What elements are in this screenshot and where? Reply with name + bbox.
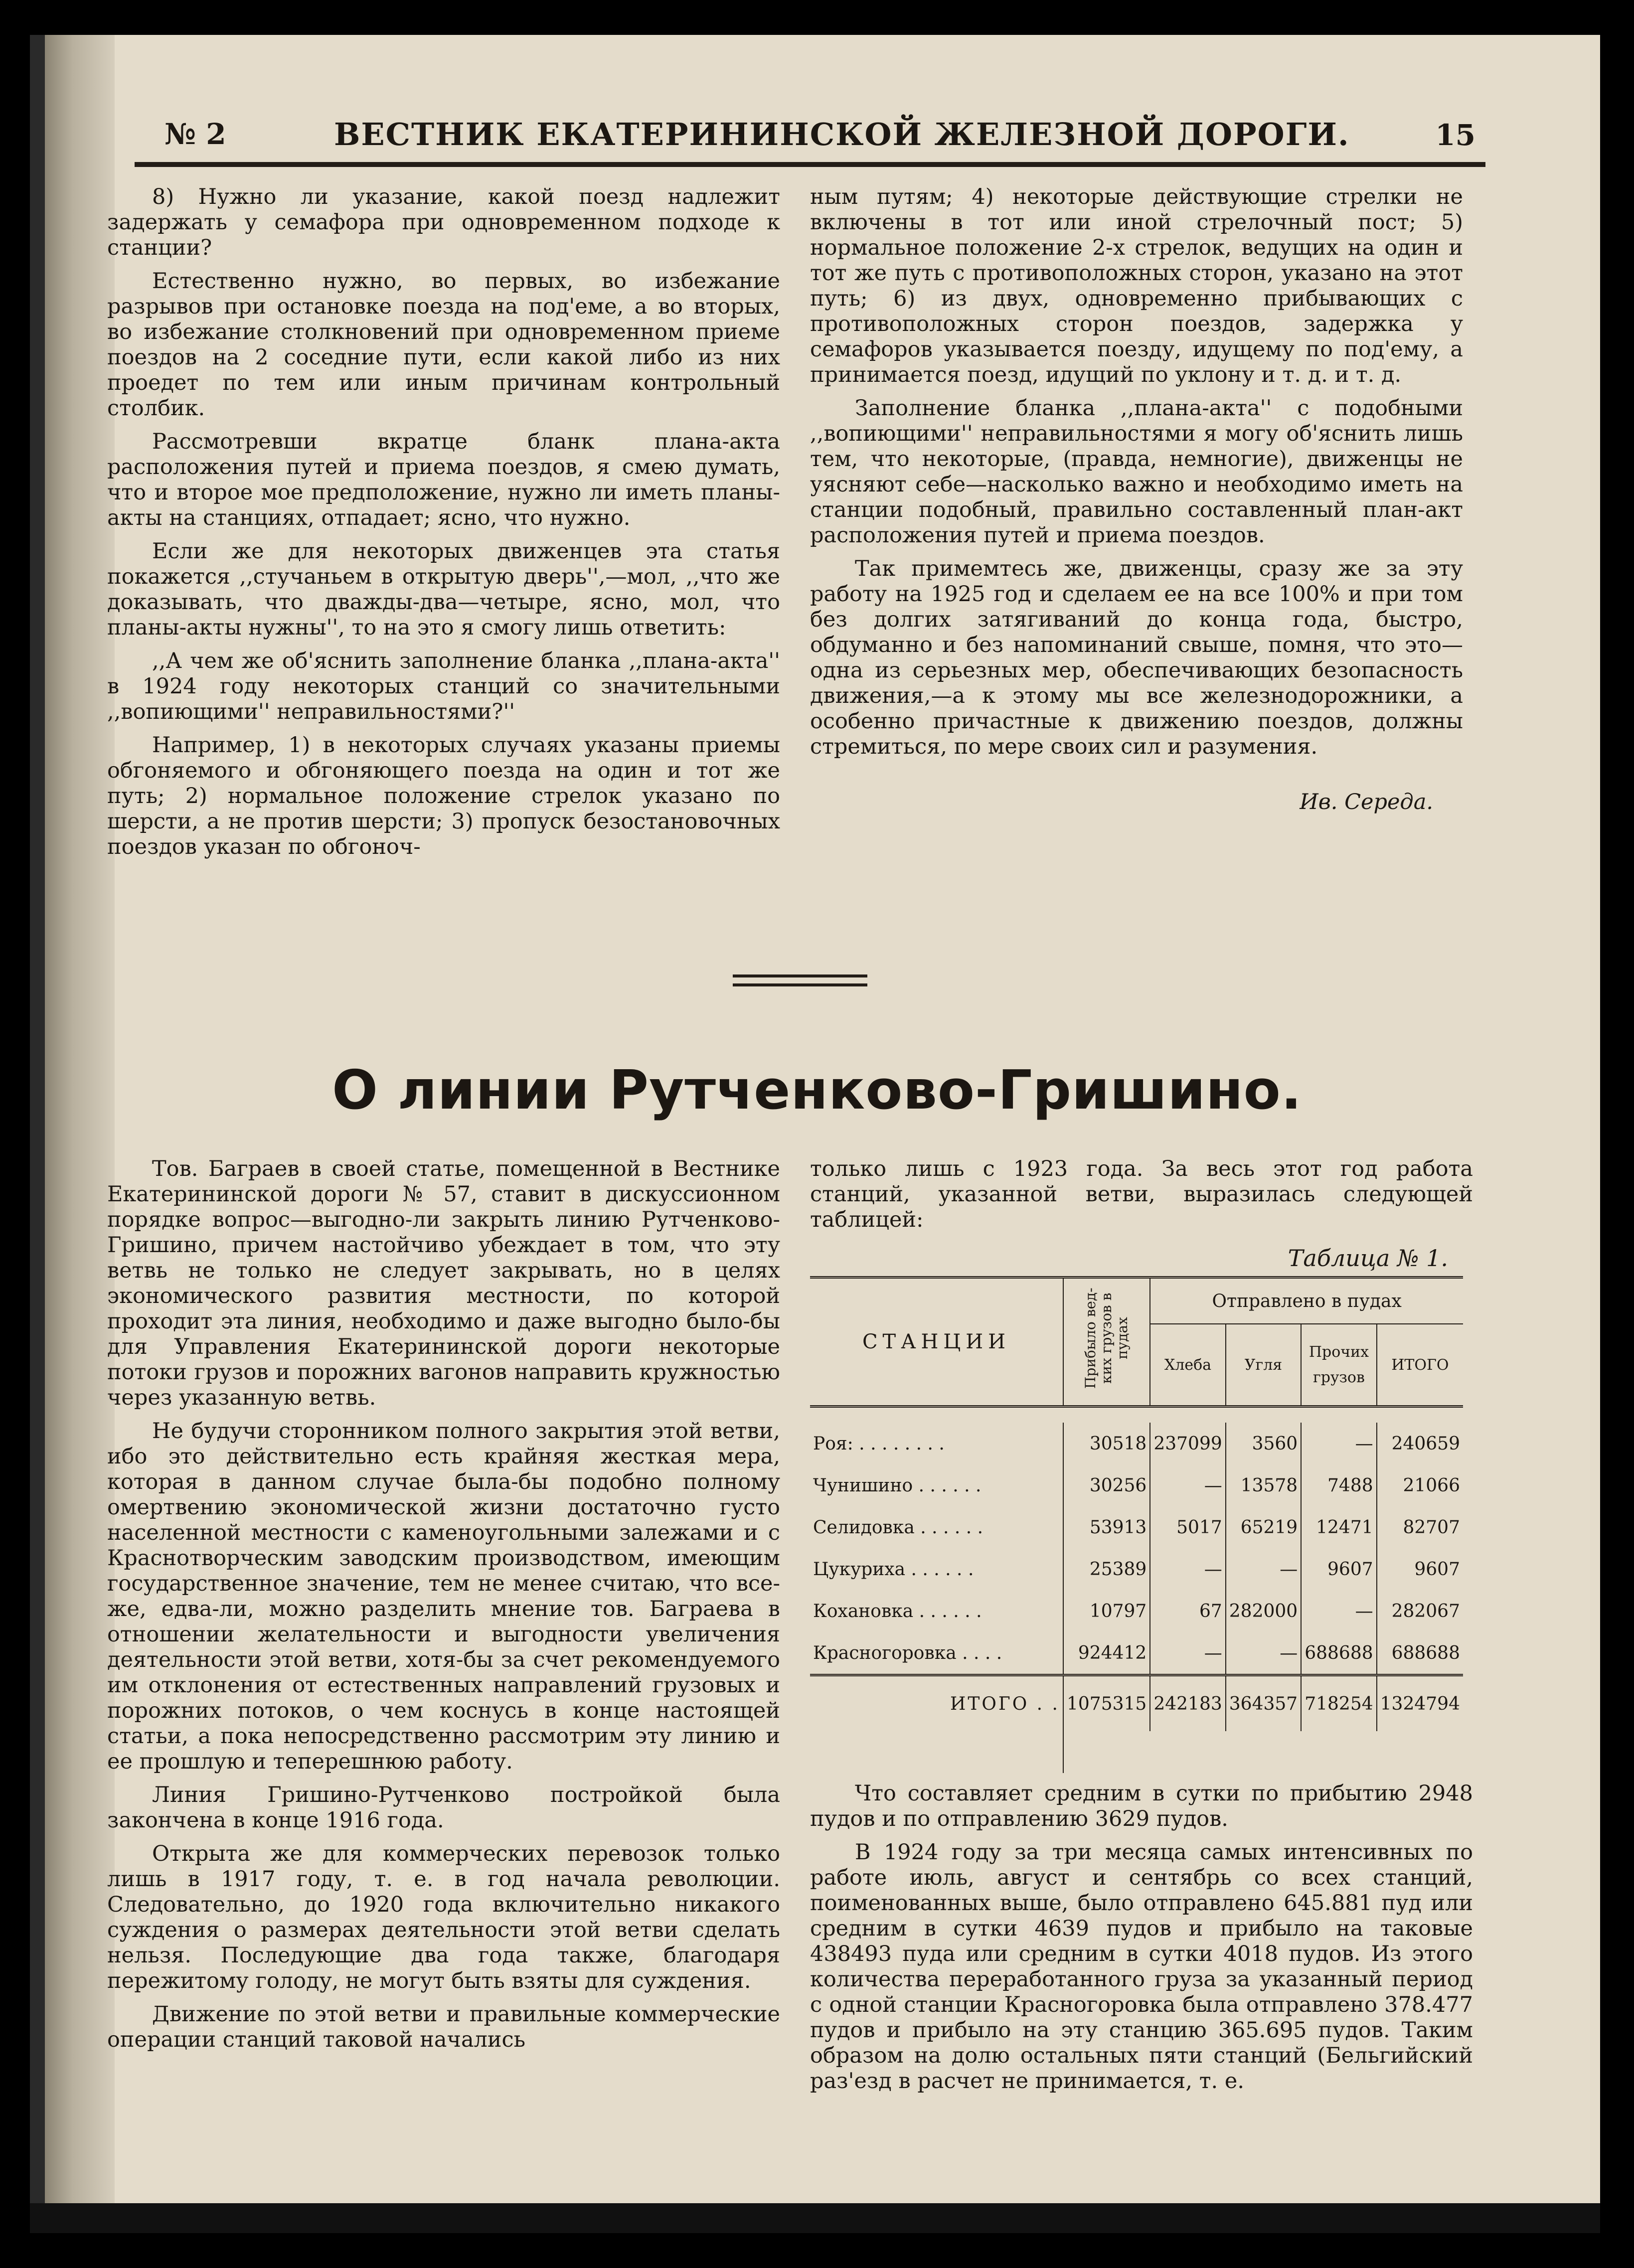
cell-other: 12471 bbox=[1301, 1506, 1376, 1548]
cell-arrived: 1075315 bbox=[1063, 1675, 1150, 1732]
paragraph: Естественно нужно, во первых, во избежание разрывов при остановке поезда на под'еме, а во вторых, во избежание столкновений при одновременном приеме поездов на 2 соседние пути, если какой либо из них проедет по тем или иным причинам контрольный столбик. bbox=[107, 269, 780, 421]
cell-other: — bbox=[1301, 1423, 1376, 1464]
cell-total: 21066 bbox=[1377, 1464, 1463, 1506]
cell-coal: 364357 bbox=[1226, 1675, 1301, 1732]
cell-arrived: 25389 bbox=[1063, 1548, 1150, 1590]
cell-other: 718254 bbox=[1301, 1675, 1376, 1732]
author-signature: Ив. Середа. bbox=[1300, 790, 1433, 814]
station-name: Красногоровка . . . . bbox=[813, 1642, 1002, 1663]
cell-total: 688688 bbox=[1377, 1632, 1463, 1675]
page-number: 15 bbox=[1435, 118, 1475, 152]
paragraph: Если же для некоторых движенцев эта статья покажется ,,стучаньем в открытую дверь'',—мол, ,,что же доказывать, что дважды-два—четыре, ясно, мол, что планы-акты нужны'', то на это я смогу лишь ответить: bbox=[107, 539, 780, 640]
top-left-column bbox=[107, 184, 780, 868]
paragraph: только лишь с 1923 года. За весь этот год работа станций, указанной ветви, выразилась следующей таблицей: bbox=[810, 1156, 1473, 1232]
paragraph: Заполнение бланка ,,плана-акта'' с подобными ,,вопиющими'' неправильностями я могу об'яснить лишь тем, что некоторые, (правда, немногие), движенцы не уясняют себе—насколько важно и необходимо иметь на станции подобный, правильно составленный план-акт расположения путей и приема поездов. bbox=[810, 396, 1463, 548]
col-header-total: ИТОГО bbox=[1377, 1324, 1463, 1407]
col-header-sent-group: Отправлено в пудах bbox=[1150, 1278, 1463, 1324]
paragraph: Рассмотревши вкратце бланк плана-акта расположения путей и приема поездов, я смею думать, что и второе мое предположение, нужно ли иметь планы-акты на станциях, отпадает; ясно, что нужно. bbox=[107, 429, 780, 530]
table-row bbox=[810, 1506, 1463, 1548]
journal-title: ВЕСТНИК ЕКАТЕРИНИНСКОЙ ЖЕЛЕЗНОЙ ДОРОГИ. bbox=[334, 116, 1350, 153]
header-rule bbox=[135, 162, 1485, 167]
table-row bbox=[810, 1423, 1463, 1464]
cell-bread: 237099 bbox=[1150, 1423, 1225, 1464]
paragraph: Так примемтесь же, движенцы, сразу же за эту работу на 1925 год и сделаем ее на все 100% и при том без долгих затягиваний до конца года, быстро, обдуманно и без напоминаний свыше, помня, что это—одна из серьезных мер, обеспечивающих безопасность движения,—а к этому мы все железнодорожники, а особенно причастные к движению поездов, должны стремиться, по мере своих сил и разумения. bbox=[810, 556, 1463, 759]
cell-other: — bbox=[1301, 1590, 1376, 1632]
station-name: Селидовка . . . . . . bbox=[813, 1517, 983, 1538]
cell-total: 9607 bbox=[1377, 1548, 1463, 1590]
cell-coal: 3560 bbox=[1226, 1423, 1301, 1464]
issue-number: № 2 bbox=[164, 117, 226, 151]
table-row bbox=[810, 1548, 1463, 1590]
cell-bread: 67 bbox=[1150, 1590, 1225, 1632]
total-label: ИТОГО . . bbox=[810, 1675, 1063, 1732]
paragraph: Открыта же для коммерческих перевозок только лишь в 1917 году, т. е. в год начала революции. Следовательно, до 1920 года включительно никакого суждения о размерах деятельности этой ветви сделать нельзя. Последующие два года также, благодаря пережитому голоду, не могут быть взяты для суждения. bbox=[107, 1841, 780, 1993]
station-name: Чунишино . . . . . . bbox=[813, 1475, 981, 1496]
col-header-other: Прочих грузов bbox=[1301, 1324, 1376, 1407]
paragraph: Например, 1) в некоторых случаях указаны приемы обгоняемого и обгоняющего поезда на один и тот же путь; 2) нормальное положение стрелок указано по шерсти, а не против шерсти; 3) пропуск безостановочных поездов указан по обгоноч- bbox=[107, 733, 780, 859]
bottom-left-column bbox=[107, 1156, 780, 2061]
cell-bread: — bbox=[1150, 1632, 1225, 1675]
cell-arrived: 53913 bbox=[1063, 1506, 1150, 1548]
cell-coal: 13578 bbox=[1226, 1464, 1301, 1506]
station-name: Кохановка . . . . . . bbox=[813, 1601, 982, 1621]
cell-other: 7488 bbox=[1301, 1464, 1376, 1506]
cell-coal: — bbox=[1226, 1632, 1301, 1675]
running-header bbox=[135, 92, 1485, 152]
cell-coal: 282000 bbox=[1226, 1590, 1301, 1632]
paragraph: В 1924 году за три месяца самых интенсивных по работе июль, август и сентябрь со всех станций, поименованных выше, было отправлено 645.881 пуд или средним в сутки 4639 пудов и прибыло на таковые 438493 пуда или средним в сутки 4018 пудов. Из этого количества переработанного груза за указанный период с одной станции Красногоровка была отправлено 378.477 пудов и прибыло на эту станцию 365.695 пудов. Таким образом на долю остальных пяти станций (Бельгийский раз'езд в расчет не принимается, т. е. bbox=[810, 1840, 1473, 2094]
table-total-row bbox=[810, 1675, 1463, 1732]
top-right-column bbox=[810, 184, 1463, 815]
col-header-coal: Угля bbox=[1226, 1324, 1301, 1407]
col-header-bread: Хлеба bbox=[1150, 1324, 1225, 1407]
cell-bread: 242183 bbox=[1150, 1675, 1225, 1732]
page-spine bbox=[45, 35, 115, 2233]
article-title: О линии Рутченково-Гришино. bbox=[332, 1059, 1302, 1122]
paragraph: ,,А чем же об'яснить заполнение бланка ,,плана-акта'' в 1924 году некоторых станций со значительными ,,вопиющими'' неправильностями?'' bbox=[107, 648, 780, 724]
page-edge-shadow bbox=[30, 35, 45, 2233]
cell-bread: 5017 bbox=[1150, 1506, 1225, 1548]
cell-total: 282067 bbox=[1377, 1590, 1463, 1632]
station-name: Роя: . . . . . . . . bbox=[813, 1433, 945, 1454]
cell-arrived: 30256 bbox=[1063, 1464, 1150, 1506]
cell-other: 9607 bbox=[1301, 1548, 1376, 1590]
cell-coal: 65219 bbox=[1226, 1506, 1301, 1548]
paragraph: Линия Гришино-Рутченково постройкой была закончена в конце 1916 года. bbox=[107, 1782, 780, 1833]
paragraph: Что составляет средним в сутки по прибытию 2948 пудов и по отправлению 3629 пудов. bbox=[810, 1781, 1473, 1831]
station-name: Цукуриха . . . . . . bbox=[813, 1559, 974, 1580]
cell-bread: — bbox=[1150, 1548, 1225, 1590]
col-header-stations: СТАНЦИИ bbox=[862, 1330, 1011, 1353]
section-divider bbox=[733, 974, 867, 991]
cell-arrived: 30518 bbox=[1063, 1423, 1150, 1464]
table-caption: Таблица № 1. bbox=[1288, 1245, 1448, 1272]
bottom-right-column bbox=[810, 1156, 1473, 2102]
cell-other: 688688 bbox=[1301, 1632, 1376, 1675]
table-row bbox=[810, 1632, 1463, 1675]
cell-total: 82707 bbox=[1377, 1506, 1463, 1548]
station-traffic-table bbox=[810, 1276, 1463, 1773]
col-header-arrived: Прибыло вед-ких грузов в пудах bbox=[1063, 1278, 1150, 1407]
paragraph: Движение по этой ветви и правильные коммерческие операции станций таковой начались bbox=[107, 2002, 780, 2052]
paragraph: Не будучи сторонником полного закрытия этой ветви, ибо это действительно есть крайняя жесткая мера, которая в данном случае была-бы подобно полному омертвению экономической жизни достаточно густо населенной местности с каменоугольными залежами и с Краснотворческим заводским производством, имеющим государственное значение, тем не менее считаю, что все-же, едва-ли, можно разделить мнение тов. Баграева в отношении желательности и выгодности увеличения деятельности этой ветви, хотя-бы за счет рекомендуемого им отклонения от естественных направлений грузовых и порожних потоков, о чем коснусь в конце настоящей статьи, а пока непосредственно рассмотрим эту линию и ее прошлую и теперешнюю работу. bbox=[107, 1419, 780, 1774]
cell-total: 240659 bbox=[1377, 1423, 1463, 1464]
cell-arrived: 924412 bbox=[1063, 1632, 1150, 1675]
cell-total: 1324794 bbox=[1377, 1675, 1463, 1732]
paragraph: 8) Нужно ли указание, какой поезд надлежит задержать у семафора при одновременном подходе к станции? bbox=[107, 184, 780, 260]
table-row bbox=[810, 1464, 1463, 1506]
table-row bbox=[810, 1590, 1463, 1632]
cell-bread: — bbox=[1150, 1464, 1225, 1506]
bottom-edge bbox=[30, 2203, 1600, 2233]
cell-arrived: 10797 bbox=[1063, 1590, 1150, 1632]
paragraph: ным путям; 4) некоторые действующие стрелки не включены в тот или иной стрелочный пост; 5) нормальное положение 2-х стрелок, ведущих на один и тот же путь с противоположных сторон, указано на этот путь; 6) из двух, одновременно прибывающих с противоположных сторон поездов, задержка у семафоров указывается поезду, идущему по под'ему, а принимается поезд, идущий по уклону и т. д. и т. д. bbox=[810, 184, 1463, 387]
cell-coal: — bbox=[1226, 1548, 1301, 1590]
paragraph: Тов. Баграев в своей статье, помещенной в Вестнике Екатерининской дороги № 57, ставит в дискуссионном порядке вопрос—выгодно-ли закрыть линию Рутченково-Гришино, причем настойчиво убеждает в том, что эту ветвь не только не следует закрывать, но в целях экономического развития местности, по которой проходит эта линия, необходимо и даже выгодно было-бы для Управления Екатерининской дороги некоторые потоки грузов и порожних вагонов направить кружностью через указанную ветвь. bbox=[107, 1156, 780, 1410]
